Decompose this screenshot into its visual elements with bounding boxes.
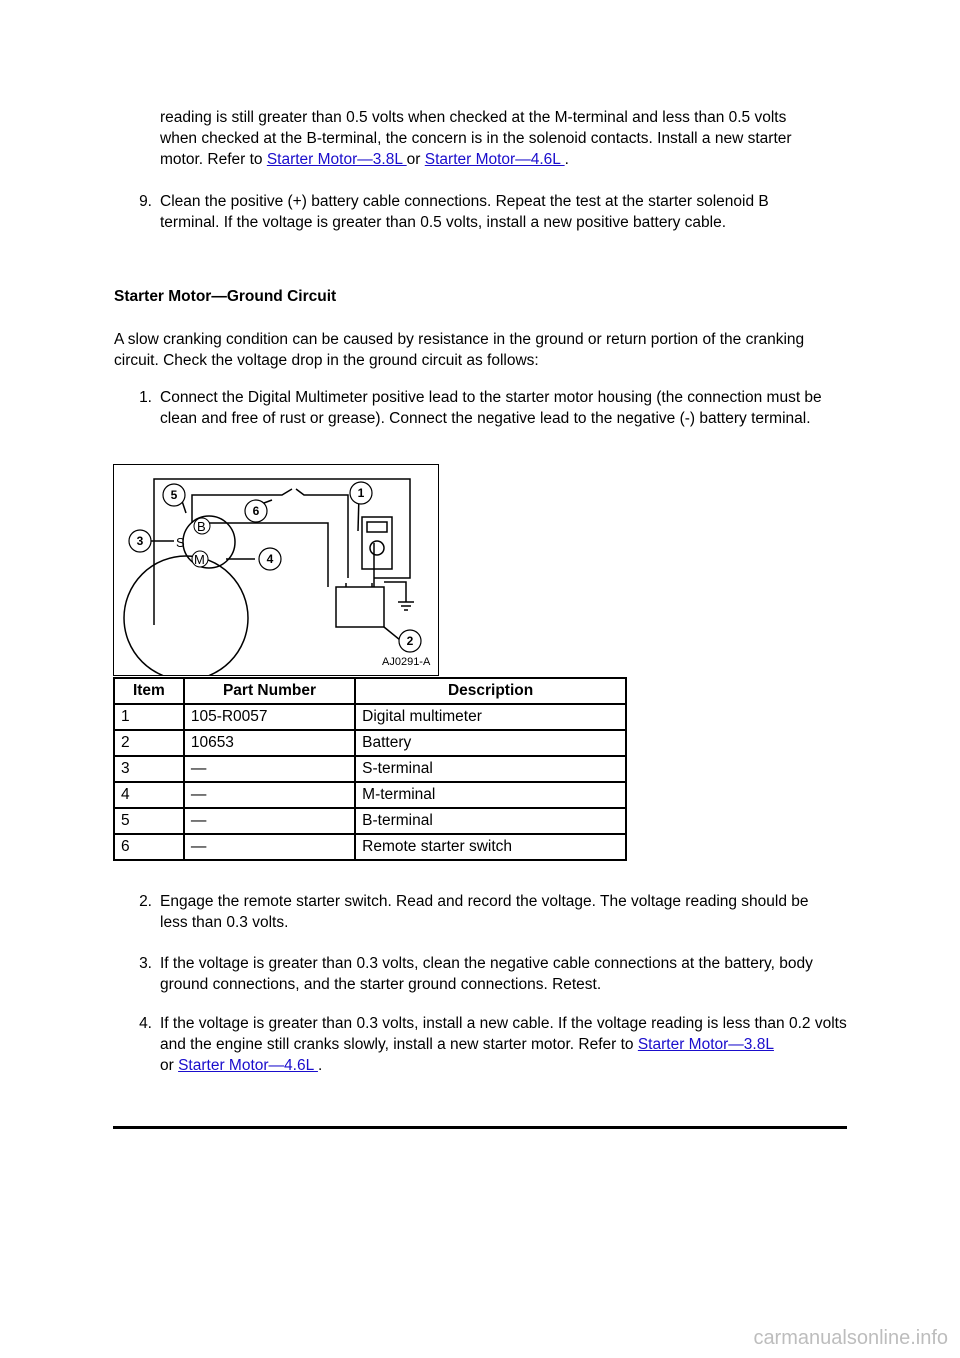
- step-9: [130, 191, 850, 235]
- step-number: 4.: [139, 1015, 152, 1032]
- page-bottom-rule: [113, 1126, 847, 1129]
- step-text: [160, 1013, 850, 1076]
- terminal-letter-m: M: [194, 552, 205, 567]
- terminal-letter-b: B: [197, 519, 206, 534]
- ground-wire: [384, 582, 406, 602]
- callout-1: 1: [357, 486, 365, 500]
- callout-3: 3: [136, 534, 144, 548]
- table-row: [114, 704, 626, 730]
- step-4: [130, 1013, 850, 1079]
- cell-description: Remote starter switch: [355, 834, 626, 860]
- step-text: Clean the positive (+) battery cable connections. Repeat the test at the starter solenoid B terminal. If the voltage is greater than 0.5 volts, install a new positive battery cable.: [160, 193, 769, 231]
- cell-item: 4: [114, 782, 184, 808]
- step-1: [130, 387, 850, 451]
- step-text: Engage the remote starter switch. Read and record the voltage. The voltage reading should be less than 0.3 volts.: [160, 893, 809, 931]
- callout-2: 2: [406, 634, 414, 648]
- parts-table: [113, 677, 627, 861]
- starter-motor-46-link[interactable]: Starter Motor—4.6L: [424, 151, 565, 168]
- intro-continuation: [160, 107, 860, 170]
- figure-code: AJ0291-A: [382, 656, 431, 668]
- table-header-row: [114, 678, 626, 704]
- terminal-letter-s: S: [176, 535, 185, 550]
- table-row: [114, 834, 626, 860]
- cell-description: M-terminal: [355, 782, 626, 808]
- callout-5: 5: [170, 488, 178, 502]
- table-row: [114, 808, 626, 834]
- wiring-diagram-figure: [113, 464, 439, 676]
- section-heading: Starter Motor—Ground Circuit: [114, 288, 337, 305]
- intro-line-3: [160, 149, 860, 170]
- intro-period: .: [564, 151, 569, 168]
- cell-item: 3: [114, 756, 184, 782]
- section-intro: A slow cranking condition can be caused by resistance in the ground or return portion of the cranking circuit. Check the voltage drop in the ground circuit as follows:: [114, 331, 805, 369]
- watermark: carmanualsonline.info: [753, 1327, 948, 1349]
- starter-ground-circuit-diagram: [114, 465, 438, 675]
- step-4-or: or: [160, 1057, 179, 1074]
- step-number: 9.: [139, 193, 152, 210]
- cell-part-number: —: [184, 782, 355, 808]
- table-row: [114, 756, 626, 782]
- step-4-period: .: [317, 1057, 323, 1074]
- step-number: 1.: [139, 389, 152, 406]
- table-row: [114, 782, 626, 808]
- cell-part-number: —: [184, 808, 355, 834]
- step-number: 2.: [139, 893, 152, 910]
- starter-motor-38-link[interactable]: Starter Motor—3.8L: [266, 151, 407, 168]
- step-4-text: If the voltage is greater than 0.3 volts, install a new cable. If the voltage reading is less than 0.2 volts and the engine still cranks slowly, install a new starter motor. Refer to: [160, 1015, 847, 1053]
- header-description: Description: [355, 678, 626, 704]
- cell-item: 5: [114, 808, 184, 834]
- step-2: [130, 891, 850, 935]
- cell-part-number: 105-R0057: [184, 704, 355, 730]
- starter-motor-38-link-2[interactable]: Starter Motor—3.8L: [637, 1036, 774, 1053]
- callout-6: 6: [252, 504, 260, 518]
- callout-4: 4: [266, 552, 274, 566]
- cell-part-number: —: [184, 834, 355, 860]
- step-3: [130, 953, 850, 997]
- intro-line-2: when checked at the B-terminal, the concern is in the solenoid contacts. Install a new starter: [160, 130, 792, 147]
- cell-description: S-terminal: [355, 756, 626, 782]
- table-row: [114, 730, 626, 756]
- cell-part-number: —: [184, 756, 355, 782]
- remote-switch-wire-a: [192, 489, 292, 523]
- starter-motor-body: [124, 556, 248, 675]
- cell-item: 1: [114, 704, 184, 730]
- cell-description: Digital multimeter: [355, 704, 626, 730]
- cell-description: B-terminal: [355, 808, 626, 834]
- intro-line-1: reading is still greater than 0.5 volts when checked at the M-terminal and less than 0.5 volts: [160, 109, 787, 126]
- step-number: 3.: [139, 955, 152, 972]
- cell-item: 6: [114, 834, 184, 860]
- header-part-number: Part Number: [184, 678, 355, 704]
- battery-box: [336, 587, 384, 627]
- intro-or: or: [406, 151, 425, 168]
- remote-switch-wire-b: [296, 489, 348, 578]
- cell-item: 2: [114, 730, 184, 756]
- starter-motor-46-link-2[interactable]: Starter Motor—4.6L: [178, 1057, 318, 1074]
- header-item: Item: [114, 678, 184, 704]
- cell-part-number: 10653: [184, 730, 355, 756]
- intro-line-3-prefix: motor. Refer to: [160, 151, 267, 168]
- step-text: If the voltage is greater than 0.3 volts, clean the negative cable connections at the battery, body ground connections, and the starter ground connections. Retest.: [160, 955, 813, 993]
- cell-description: Battery: [355, 730, 626, 756]
- step-text: Connect the Digital Multimeter positive lead to the starter motor housing (the connection must be clean and free of rust or grease). Connect the negative lead to the negative (-) battery terminal.: [160, 389, 822, 427]
